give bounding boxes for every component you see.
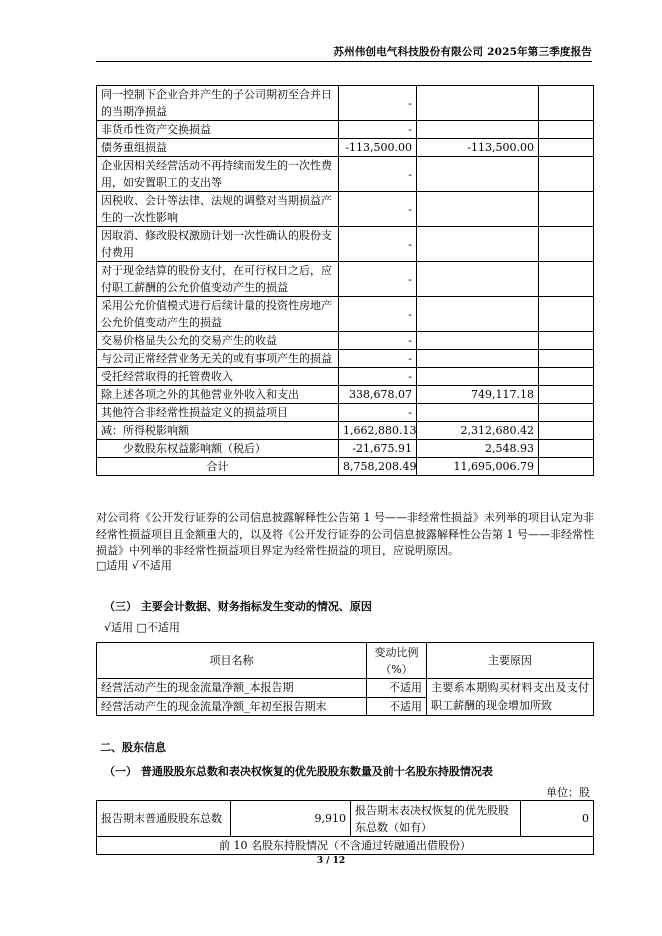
table-row: [97, 386, 594, 404]
row-note: [539, 297, 594, 332]
row-current-period: -21,675.91: [339, 440, 417, 458]
row-year-to-date: 11,695,006.79: [417, 458, 539, 476]
col-header-ratio-line2: （%）: [380, 662, 413, 676]
row-item: 因税收、会计等法律、法规的调整对当期损益产生的一次性影响: [97, 192, 339, 227]
col-header-ratio: [367, 643, 427, 679]
row-item: 因取消、修改股权激励计划一次性确认的股份支付费用: [97, 227, 339, 262]
row-year-to-date: 2,548.93: [417, 440, 539, 458]
section3-applicability: √适用 □不适用: [104, 621, 180, 634]
shareholder-subtitle: （一） 普通股股东总数和表决权恢复的优先股股东数量及前十名股东持股情况表: [104, 765, 493, 778]
indicator-item: 经营活动产生的现金流量净额_本报告期: [97, 679, 367, 698]
row-year-to-date: 2,312,680.42: [417, 422, 539, 440]
row-note: [539, 121, 594, 139]
table-row: [97, 297, 594, 332]
row-current-period: 8,758,208.49: [339, 458, 417, 476]
row-current-period: -: [339, 297, 417, 332]
indicator-ratio: 不适用: [367, 697, 427, 716]
common-shareholders-label: 报告期末普通股股东总数: [97, 801, 231, 837]
row-item: 交易价格显失公允的交易产生的收益: [97, 332, 339, 350]
row-year-to-date: [417, 121, 539, 139]
row-current-period: -: [339, 350, 417, 368]
row-note: [539, 157, 594, 192]
row-current-period: 1,662,880.13: [339, 422, 417, 440]
table-row: [97, 192, 594, 227]
row-year-to-date: [417, 332, 539, 350]
row-item: 少数股东权益影响额（税后）: [97, 440, 339, 458]
table-row: [97, 121, 594, 139]
row-year-to-date: [417, 350, 539, 368]
table-row: [97, 440, 594, 458]
row-item: 受托经营取得的托管费收入: [97, 368, 339, 386]
row-note: [539, 192, 594, 227]
row-item: 同一控制下企业合并产生的子公司期初至合并日的当期净损益: [97, 86, 339, 121]
row-current-period: 338,678.07: [339, 386, 417, 404]
row-note: [539, 368, 594, 386]
row-current-period: -: [339, 121, 417, 139]
explanation-applicability: □适用 √不适用: [96, 559, 172, 572]
unit-label: 单位：股: [546, 786, 590, 799]
table-row: [97, 458, 594, 476]
indicator-item: 经营活动产生的现金流量净额_年初至报告期末: [97, 697, 367, 716]
table-row: [97, 350, 594, 368]
explanation-paragraph: 对公司将《公开发行证券的公司信息披露解释性公告第 1 号——非经常性损益》未列举的项目认定为非经常性损益项目且金额重大的，以及将《公开发行证券的公司信息披露解释性公告第 1 号——非经常性损益》中列举的非经常性损益项目界定为经常性损益的项目，应说明原因。: [96, 511, 594, 557]
row-item: 合计: [97, 458, 339, 476]
row-current-period: -: [339, 86, 417, 121]
row-year-to-date: [417, 227, 539, 262]
table-row: [97, 227, 594, 262]
table-row: [97, 86, 594, 121]
col-header-ratio-line1: 变动比例: [374, 645, 419, 659]
top10-caption: 前 10 名股东持股情况（不含通过转融通出借股份）: [97, 837, 594, 855]
row-item: 债务重组损益: [97, 139, 339, 157]
row-note: [539, 422, 594, 440]
shareholder-section-title: 二、股东信息: [100, 741, 166, 754]
table-row: [97, 262, 594, 297]
table-row: [97, 139, 594, 157]
col-header-reason: 主要原因: [427, 643, 594, 679]
table-row: [97, 404, 594, 422]
preferred-shareholders-label: 报告期末表决权恢复的优先股股东总数（如有）: [351, 801, 521, 837]
row-current-period: -: [339, 262, 417, 297]
row-year-to-date: [417, 86, 539, 121]
row-current-period: -: [339, 332, 417, 350]
section3-title: （三） 主要会计数据、财务指标发生变动的情况、原因: [104, 600, 372, 613]
row-current-period: -: [339, 368, 417, 386]
row-note: [539, 404, 594, 422]
row-note: [539, 86, 594, 121]
row-year-to-date: [417, 297, 539, 332]
row-item: 除上述各项之外的其他营业外收入和支出: [97, 386, 339, 404]
table-row: [97, 422, 594, 440]
page-number: 3 / 12: [316, 856, 346, 866]
row-item: 其他符合非经常性损益定义的损益项目: [97, 404, 339, 422]
header-divider: [96, 61, 592, 62]
row-current-period: -: [339, 404, 417, 422]
preferred-shareholders-value: 0: [521, 801, 594, 837]
indicator-ratio: 不适用: [367, 679, 427, 698]
row-item: 减：所得税影响额: [97, 422, 339, 440]
col-header-item: 项目名称: [97, 643, 367, 679]
row-year-to-date: -113,500.00: [417, 139, 539, 157]
row-year-to-date: [417, 262, 539, 297]
row-current-period: -: [339, 227, 417, 262]
table-row: [97, 368, 594, 386]
row-note: [539, 386, 594, 404]
row-year-to-date: [417, 368, 539, 386]
row-year-to-date: [417, 157, 539, 192]
row-item: 与公司正常经营业务无关的或有事项产生的损益: [97, 350, 339, 368]
row-year-to-date: [417, 192, 539, 227]
row-item: 非货币性资产交换损益: [97, 121, 339, 139]
nonrecurring-gains-table: [96, 85, 594, 476]
indicator-reason: 主要系本期购买材料支出及支付职工薪酬的现金增加所致: [427, 679, 594, 716]
row-item: 企业因相关经营活动不再持续而发生的一次性费用，如安置职工的支出等: [97, 157, 339, 192]
table-row: [97, 332, 594, 350]
row-year-to-date: [417, 404, 539, 422]
row-current-period: -113,500.00: [339, 139, 417, 157]
row-note: [539, 139, 594, 157]
row-current-period: -: [339, 192, 417, 227]
row-note: [539, 227, 594, 262]
row-current-period: -: [339, 157, 417, 192]
row-note: [539, 332, 594, 350]
common-shareholders-value: 9,910: [231, 801, 351, 837]
report-header-title: 苏州伟创电气科技股份有限公司 2025年第三季度报告: [333, 46, 592, 58]
row-note: [539, 458, 594, 476]
row-item: 采用公允价值模式进行后续计量的投资性房地产公允价值变动产生的损益: [97, 297, 339, 332]
row-item: 对于现金结算的股份支付，在可行权日之后，应付职工薪酬的公允价值变动产生的损益: [97, 262, 339, 297]
row-note: [539, 262, 594, 297]
row-note: [539, 440, 594, 458]
row-year-to-date: 749,117.18: [417, 386, 539, 404]
table-row: [97, 157, 594, 192]
row-note: [539, 350, 594, 368]
indicator-change-table: [96, 642, 594, 716]
shareholder-table: [96, 800, 594, 855]
